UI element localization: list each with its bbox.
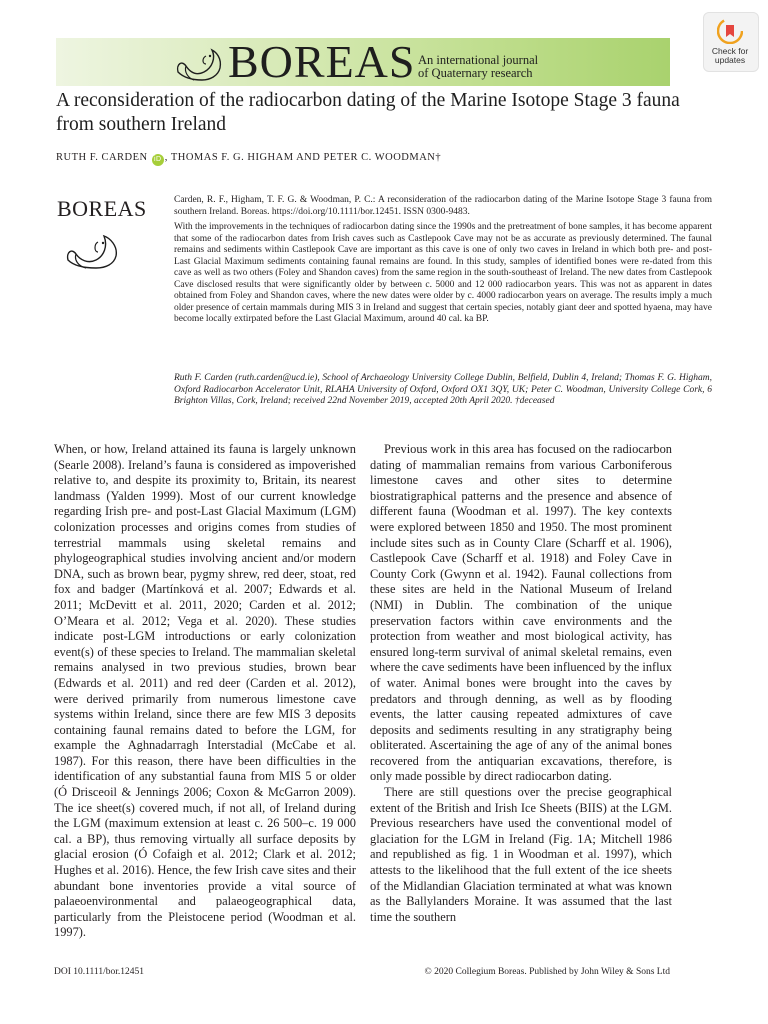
abstract-block xyxy=(174,195,712,330)
body-paragraph: Previous work in this area has focused on the radiocarbon dating of mammalian remains from various Carboniferous limestone caves and other sites to determine biostratigraphical patterns and the presence and absence of different fauna (Woodman et al. 1997). The key contexts were explored between 1850 and 1950. The most prominent include sites such as in County Clare (Scharff et al. 1906), Castlepook Cave (Scharff et al. 1918) and Foley Cave in County Cork (Gwynn et al. 1942). Faunal collections from these sites are held in the National Museum of Ireland (NMI) in Dublin. The combination of the unique preservation factors within cave environments and the protection from weather and most biological activity, has ensured long-term survival of animal skeletal remains, even where the cave sediments have been influenced by the influx of water. Animal bones were brought into the caves by predators and through denning, as well as by flooding events, the latter causing repeated admixtures of cave deposits and sediments resulting in any stratigraphy being obliterated. Ascertaining the age of any of the animal bones recovered from the antiquarian excavations, therefore, is only made possible by direct radiocarbon dating. xyxy=(370,442,672,784)
journal-tagline xyxy=(418,54,538,80)
mammoth-logo-icon xyxy=(172,42,226,84)
bookmark-icon xyxy=(717,18,743,44)
journal-tagline-line1: An international journal xyxy=(418,53,539,67)
orcid-icon[interactable]: iD xyxy=(152,154,164,166)
journal-tagline-line2: of Quaternary research xyxy=(418,66,533,80)
check-updates-line1: Check for xyxy=(711,46,749,56)
article-title: A reconsideration of the radiocarbon dating of the Marine Isotope Stage 3 fauna from southern Ireland xyxy=(56,90,680,135)
author-list xyxy=(56,151,716,166)
mammoth-logo-icon xyxy=(62,228,124,272)
author-first: RUTH F. CARDEN xyxy=(56,152,148,163)
body-paragraph: There are still questions over the precise geographical extent of the British and Irish Ice Sheets (BIIS) at the LGM. Previous researchers have used the conventional model of glaciation for the LGM in Ireland (Fig. 1A; Mitchell 1986 and republished as fig. 1 in Woodman et al. 1997), which attests to the likelihood that the full extent of the ice sheets of the Midlandian Glaciation terminated at what was known as the Ballylanders Moraine. It was assumed that the last time the southern xyxy=(370,785,672,924)
body-paragraph: When, or how, Ireland attained its fauna is largely unknown (Searle 2008). Ireland’s fauna is considered as impoverished relative to, and despite its proximity to, Britain, its nearest landmass (Yalden 1999). Most of our current knowledge regarding Irish pre- and post-Last Glacial Maximum (LGM) colonization processes and origins comes from studies of terrestrial mammals using skeletal remains and phylogeographical studies involving ancient and/or modern DNA, such as brown bear, pygmy shrew, red deer, stoat, red fox and badger (Martínková et al. 2007; Edwards et al. 2011; McDevitt et al. 2011, 2020; Carden et al. 2012; O’Meara et al. 2012; Vega et al. 2020). These studies indicate post-LGM introductions or early colonization event(s) of these species to Ireland. The mammalian skeletal remains analysed in two previous studies, brown bear (Edwards et al. 2011) and red deer (Carden et al. 2012), were derived primarily from numerous limestone cave systems within Ireland, since there are few MIS 3 deposits containing faunal remains dated to before the LGM, for example the Aghnadarragh Interstadial (McCabe et al. 1987). For this reason, there have been difficulties in the identification of any substantial fauna from MIS 5 or older (Ó Drisceoil & Jennings 2006; Coxon & McGarron 2009). The ice sheet(s) covered much, if not all, of Ireland during the LGM (maximum extension at least c. 26 500–c. 19 000 cal. a BP), thus removing virtually all surface deposits by glacial erosion (Ó Cofaigh et al. 2012; Clark et al. 2012; Hughes et al. 2016). Hence, the few Irish cave sites and their abundant bone inventories provide a vital source of palaeoenvironmental and palaeogeographical data, particularly from the Pleistocene period (Woodman et al. 1997). xyxy=(54,442,356,940)
body-column-left xyxy=(54,442,356,941)
side-journal-name: BOREAS xyxy=(57,196,147,221)
footer-doi: DOI 10.1111/bor.12451 xyxy=(54,967,144,977)
journal-name: BOREAS xyxy=(228,36,416,87)
footer-copyright: © 2020 Collegium Boreas. Published by John Wiley & Sons Ltd xyxy=(424,967,670,977)
body-column-right xyxy=(370,442,672,925)
check-updates-line2: updates xyxy=(714,55,746,65)
check-for-updates-label[interactable] xyxy=(703,47,757,65)
affiliations-text: Ruth F. Carden (ruth.carden@ucd.ie), School of Archaeology University College Dublin, Belfield, Dublin 4, Ireland; Thomas F. G. Higham, Oxford Radiocarbon Accelerator Unit, RLAHA University of Oxford, Oxford OX1 3QY, UK; Peter C. Woodman, University College Cork, 6 Brighton Villas, Cork, Ireland; received 22nd November 2019, accepted 20th April 2020. †deceased xyxy=(174,373,712,406)
author-rest: , THOMAS F. G. HIGHAM AND PETER C. WOODMAN† xyxy=(164,152,442,163)
citation-text: Carden, R. F., Higham, T. F. G. & Woodman, P. C.: A reconsideration of the radiocarbon dating of the Marine Isotope Stage 3 fauna from southern Ireland. Boreas. https://doi.org/10.1111/bor.12451. ISSN 0300-9483. xyxy=(174,195,712,217)
abstract-text: With the improvements in the techniques of radiocarbon dating since the 1990s and the pretreatment of bone samples, it has become apparent that some of the radiocarbon dates from Irish caves such as Castlepook Cave may not be as accurate as previously determined. The faunal remains and sediments within Castlepook Cave are important as this cave is one of only two caves in Ireland in which both pre- and post-Last Glacial Maximum sediments containing faunal remains are found. In this study, samples of identified bones were re-dated from this cave as well as two others (Foley and Shandon caves) from the same region in the south-southeast of Ireland. The new dates from Castlepook Cave disclosed results that were significantly older by between c. 5000 and 12 000 radiocarbon years. This was not as apparent in dates obtained from Foley and Shandon caves, where the new dates were older by c. 4000 radiocarbon years on average. The results imply a much older presence of certain mammals during MIS 3 in Ireland and suggest that certain species, notably giant deer and spotted hyaena, may have become locally extirpated before the Last Glacial Maximum, around 40 cal. ka BP. xyxy=(174,222,713,324)
